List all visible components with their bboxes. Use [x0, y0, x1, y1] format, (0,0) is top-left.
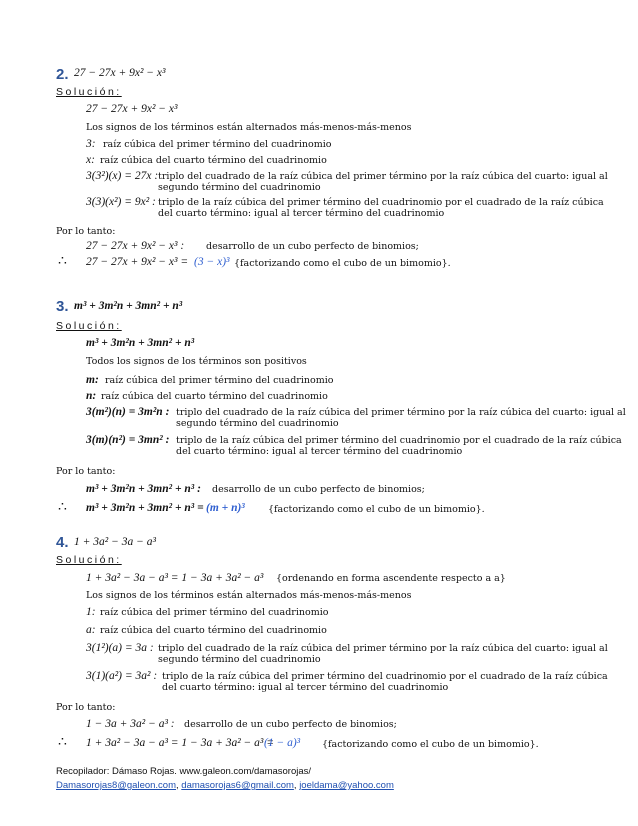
problem-3-development-expression: m³ + 3m²n + 3mn² + n³ :: [86, 483, 201, 495]
problem-3-therefore-symbol: ∴: [58, 499, 67, 515]
problem-2-triplo1-expression: 3(3²)(x) = 27x :: [86, 170, 159, 182]
problem-4-root2-text: raíz cúbica del cuarto término del cuadrinomio: [100, 625, 327, 636]
problem-3-triplo1-text: triplo del cuadrado de la raíz cúbica del primer término por la raíz cúbica del cuarto: igual al: [176, 407, 626, 418]
problem-4-expression: 1 + 3a² − 3a − a³: [74, 536, 156, 548]
problem-3-root1-term: m:: [86, 374, 99, 386]
problem-4-root2-term: a:: [86, 624, 96, 636]
problem-2-root2-term: x:: [86, 154, 95, 166]
problem-3-signs-text: Todos los signos de los términos son positivos: [86, 356, 307, 367]
problem-2-development-expression: 27 − 27x + 9x² − x³ :: [86, 240, 185, 252]
problem-4-root1-term: 1:: [86, 606, 96, 618]
problem-4-solucion-heading: Solución:: [56, 554, 122, 566]
footer-email-gmail-link[interactable]: damasorojas6@gmail.com: [181, 780, 294, 791]
footer-email-separator: ,: [176, 780, 182, 791]
problem-2-por-lo-tanto: Por lo tanto:: [56, 226, 116, 237]
problem-4-development-expression: 1 − 3a + 3a² − a³ :: [86, 718, 175, 730]
problem-4-por-lo-tanto: Por lo tanto:: [56, 702, 116, 713]
problem-3-number: 3.: [56, 298, 69, 315]
problem-2-triplo2-text: triplo de la raíz cúbica del primer término del cuadrinomio por el cuadrado de la raíz cúbica: [158, 197, 604, 208]
problem-2-solucion-heading: Solución:: [56, 86, 122, 98]
problem-3-expression: m³ + 3m²n + 3mn² + n³: [74, 300, 183, 312]
problem-4-triplo2-expression: 3(1)(a²) = 3a² :: [86, 670, 158, 682]
problem-3-root2-text: raíz cúbica del cuarto término del cuadrinomio: [101, 391, 328, 402]
problem-2-expression: 27 − 27x + 9x² − x³: [74, 67, 166, 79]
problem-2-triplo2-text-cont: del cuarto término: igual al tercer término del cuadrinomio: [158, 208, 445, 219]
problem-2-final-result: (3 − x)³: [194, 256, 230, 268]
problem-3-solucion-heading: Solución:: [56, 320, 122, 332]
problem-3-final-result: (m + n)³: [206, 502, 245, 514]
problem-3-por-lo-tanto: Por lo tanto:: [56, 466, 116, 477]
problem-2-signs-text: Los signos de los términos están alternados más-menos-más-menos: [86, 122, 412, 133]
problem-2-root1-term: 3:: [86, 138, 96, 150]
problem-2-triplo1-text-cont: segundo término del cuadrinomio: [158, 182, 321, 193]
problem-3-triplo2-text-cont: del cuarto término: igual al tercer término del cuadrinomio: [176, 446, 463, 457]
problem-4-triplo1-text-cont: segundo término del cuadrinomio: [158, 654, 321, 665]
problem-3-solution-expression: m³ + 3m²n + 3mn² + n³: [86, 337, 195, 349]
footer-compiler-line: Recopilador: Dámaso Rojas. www.galeon.com/damasorojas/: [56, 766, 312, 777]
problem-3-triplo1-expression: 3(m²)(n) = 3m²n :: [86, 406, 170, 418]
problem-4-final-note: {factorizando como el cubo de un bimomio}.: [322, 739, 539, 750]
problem-2-root1-text: raíz cúbica del primer término del cuadrinomio: [103, 139, 332, 150]
problem-3-root2-term: n:: [86, 390, 97, 402]
problem-4-final-result: (1 − a)³: [264, 737, 301, 749]
problem-3-final-note: {factorizando como el cubo de un bimomio}.: [268, 504, 485, 515]
problem-4-triplo2-text: triplo de la raíz cúbica del primer término del cuadrinomio por el cuadrado de la raíz cúbica: [162, 671, 608, 682]
problem-3-root1-text: raíz cúbica del primer término del cuadrinomio: [105, 375, 334, 386]
problem-2-therefore-symbol: ∴: [58, 253, 67, 269]
problem-2-root2-text: raíz cúbica del cuarto término del cuadrinomio: [100, 155, 327, 166]
problem-2-final-expression: 27 − 27x + 9x² − x³ =: [86, 256, 189, 268]
problem-3-final-expression: m³ + 3m²n + 3mn² + n³ =: [86, 502, 204, 514]
footer-email-yahoo-link[interactable]: joeldama@yahoo.com: [299, 780, 394, 791]
problem-4-triplo2-text-cont: del cuarto término: igual al tercer término del cuadrinomio: [162, 682, 449, 693]
problem-3-triplo1-text-cont: segundo término del cuadrinomio: [176, 418, 339, 429]
problem-3-triplo2-expression: 3(m)(n²) = 3mn² :: [86, 434, 170, 446]
footer-email-galeon-link[interactable]: Damasorojas8@galeon.com: [56, 780, 177, 791]
problem-4-signs-text: Los signos de los términos están alternados más-menos-más-menos: [86, 590, 412, 601]
footer-email-separator: ,: [293, 780, 300, 791]
problem-4-order-note: {ordenando en forma ascendente respecto a a}: [276, 573, 506, 584]
problem-2-final-note: {factorizando como el cubo de un bimomio}.: [234, 258, 451, 269]
problem-4-solution-expression: 1 + 3a² − 3a − a³ = 1 − 3a + 3a² − a³: [86, 572, 264, 584]
problem-4-number: 4.: [56, 534, 69, 551]
problem-4-triplo1-expression: 3(1²)(a) = 3a :: [86, 642, 154, 654]
problem-2-solution-expression: 27 − 27x + 9x² − x³: [86, 103, 178, 115]
problem-2-number: 2.: [56, 66, 69, 83]
problem-2-development-text: desarrollo de un cubo perfecto de binomios;: [206, 241, 419, 252]
problem-2-triplo1-text: triplo del cuadrado de la raíz cúbica del primer término por la raíz cúbica del cuarto: igual al: [158, 171, 608, 182]
problem-4-therefore-symbol: ∴: [58, 734, 67, 750]
problem-4-final-expression: 1 + 3a² − 3a − a³ = 1 − 3a + 3a² − a³ =: [86, 737, 274, 749]
problem-3-development-text: desarrollo de un cubo perfecto de binomios;: [212, 484, 425, 495]
problem-4-triplo1-text: triplo del cuadrado de la raíz cúbica del primer término por la raíz cúbica del cuarto: igual al: [158, 643, 608, 654]
footer-emails: [56, 780, 394, 791]
problem-3-triplo2-text: triplo de la raíz cúbica del primer término del cuadrinomio por el cuadrado de la raíz cúbica: [176, 435, 622, 446]
problem-4-root1-text: raíz cúbica del primer término del cuadrinomio: [100, 607, 329, 618]
problem-4-development-text: desarrollo de un cubo perfecto de binomios;: [184, 719, 397, 730]
problem-2-triplo2-expression: 3(3)(x²) = 9x² :: [86, 196, 156, 208]
